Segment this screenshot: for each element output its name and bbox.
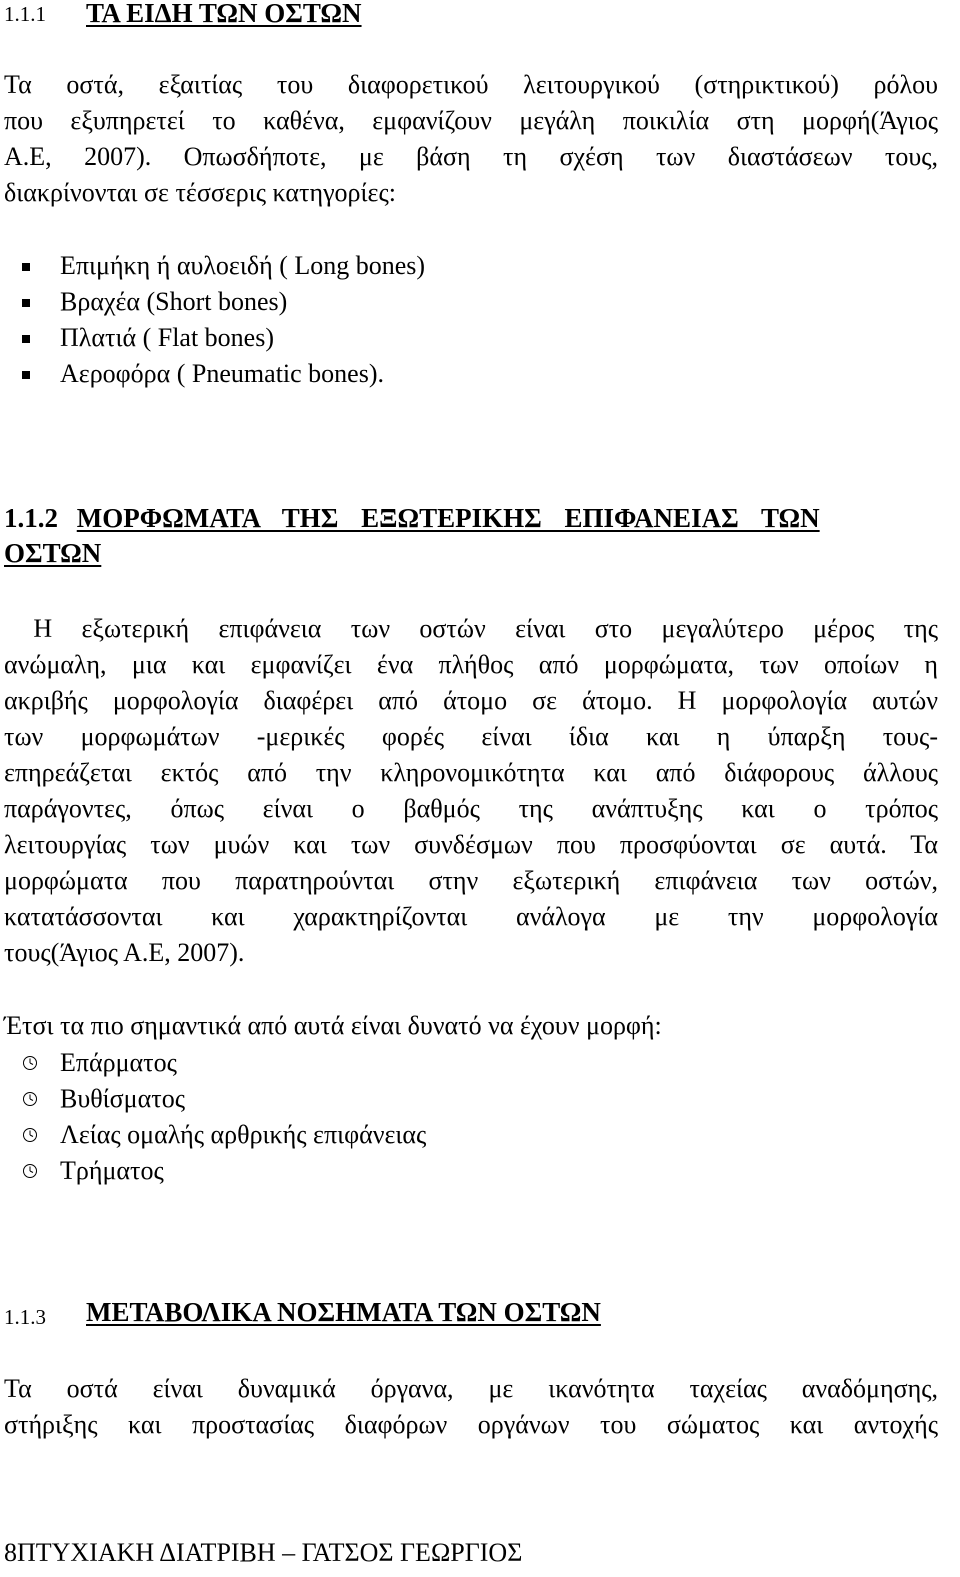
- square-bullet-icon: [22, 299, 30, 307]
- clock-bullet-icon: [22, 1127, 38, 1143]
- section3-para-line-2: στήριξης και προστασίας διαφόρων οργάνων του σώματος και αντοχής: [4, 1410, 938, 1439]
- section2-para-line-9: κατατάσσονται και χαρακτηρίζονται ανάλογα με την μορφολογία: [4, 902, 938, 931]
- section1-para-line-4: διακρίνονται σε τέσσερις κατηγορίες:: [4, 178, 396, 207]
- clock-bullet-icon: [22, 1055, 38, 1071]
- list-item: Επιμήκη ή αυλοειδή ( Long bones): [60, 251, 426, 280]
- section1-para-line-1: Τα οστά, εξαιτίας του διαφορετικού λειτουργικού (στηρικτικού) ρόλου: [4, 70, 938, 99]
- section2-number: 1.1.2: [4, 503, 58, 533]
- section2-heading: [4, 503, 956, 534]
- list-item: Αεροφόρα ( Pneumatic bones).: [60, 359, 384, 388]
- section1-number: 1.1.1: [4, 2, 46, 26]
- clock-bullet-icon: [22, 1163, 38, 1179]
- section2-para-line-10: τους(Άγιος Α.Ε, 2007).: [4, 938, 245, 967]
- section2-para-line-1: Η εξωτερική επιφάνεια των οστών είναι στο μεγαλύτερο μέρος της: [4, 614, 938, 643]
- section2-para-line-5: επηρεάζεται εκτός από την κληρονομικότητα και από διάφορους άλλους: [4, 758, 938, 787]
- section2-para-line-3: ακριβής μορφολογία διαφέρει από άτομο σε άτομο. Η μορφολογία αυτών: [4, 686, 938, 715]
- section2-para-line-7: λειτουργίας των μυών και των συνδέσμων που προσφύονται σε αυτά. Τα: [4, 830, 938, 859]
- section2-title-line2: ΟΣΤΩΝ: [4, 538, 102, 568]
- section3-title: ΜΕΤΑΒΟΛΙΚΑ ΝΟΣΗΜΑΤΑ ΤΩΝ ΟΣΤΩΝ: [86, 1297, 601, 1327]
- page-number: 8: [4, 1538, 17, 1567]
- section2-title-line1: ΜΟΡΦΩΜΑΤΑ ΤΗΣ ΕΞΩΤΕΡΙΚΗΣ ΕΠΙΦΑΝΕΙΑΣ ΤΩΝ: [76, 503, 820, 533]
- list-item: Πλατιά ( Flat bones): [60, 323, 274, 352]
- square-bullet-icon: [22, 371, 30, 379]
- section2-intro: Έτσι τα πιο σημαντικά από αυτά είναι δυνατό να έχουν μορφή:: [4, 1011, 662, 1040]
- footer-text: ΠΤΥΧΙΑΚΗ ΔΙΑΤΡΙΒΗ – ΓΑΤΣΟΣ ΓΕΩΡΓΙΟΣ: [17, 1538, 523, 1567]
- section2-para-line-8: μορφώματα που παρατηρούνται στην εξωτερική επιφάνεια των οστών,: [4, 866, 938, 895]
- square-bullet-icon: [22, 263, 30, 271]
- section3-para-line-1: Τα οστά είναι δυναμικά όργανα, με ικανότητα ταχείας αναδόμησης,: [4, 1374, 938, 1403]
- section3-number: 1.1.3: [4, 1305, 46, 1329]
- section2-para-line-6: παράγοντες, όπως είναι ο βαθμός της ανάπτυξης και ο τρόπος: [4, 794, 938, 823]
- list-item: Βυθίσματος: [60, 1084, 185, 1113]
- section1-para-line-2: που εξυπηρετεί το καθένα, εμφανίζουν μεγάλη ποικιλία στη μορφή(Άγιος: [4, 106, 938, 135]
- square-bullet-icon: [22, 335, 30, 343]
- page-footer: [4, 1538, 522, 1568]
- list-item: Λείας ομαλής αρθρικής επιφάνειας: [60, 1120, 427, 1149]
- list-item: Επάρματος: [60, 1048, 177, 1077]
- section2-para-line-2: ανώμαλη, μια και εμφανίζει ένα πλήθος από μορφώματα, των οποίων η: [4, 650, 938, 679]
- list-item: Βραχέα (Short bones): [60, 287, 288, 316]
- section2-para-line-4: των μορφωμάτων -μερικές φορές είναι ίδια και η ύπαρξη τους-: [4, 722, 938, 751]
- list-item: Τρήματος: [60, 1156, 164, 1185]
- section2-title-line2-wrap: [4, 538, 101, 569]
- clock-bullet-icon: [22, 1091, 38, 1107]
- section1-para-line-3: Α.Ε, 2007). Οπωσδήποτε, με βάση τη σχέση των διαστάσεων τους,: [4, 142, 938, 171]
- section1-title: ΤΑ ΕΙΔΗ ΤΩΝ ΟΣΤΩΝ: [86, 0, 362, 28]
